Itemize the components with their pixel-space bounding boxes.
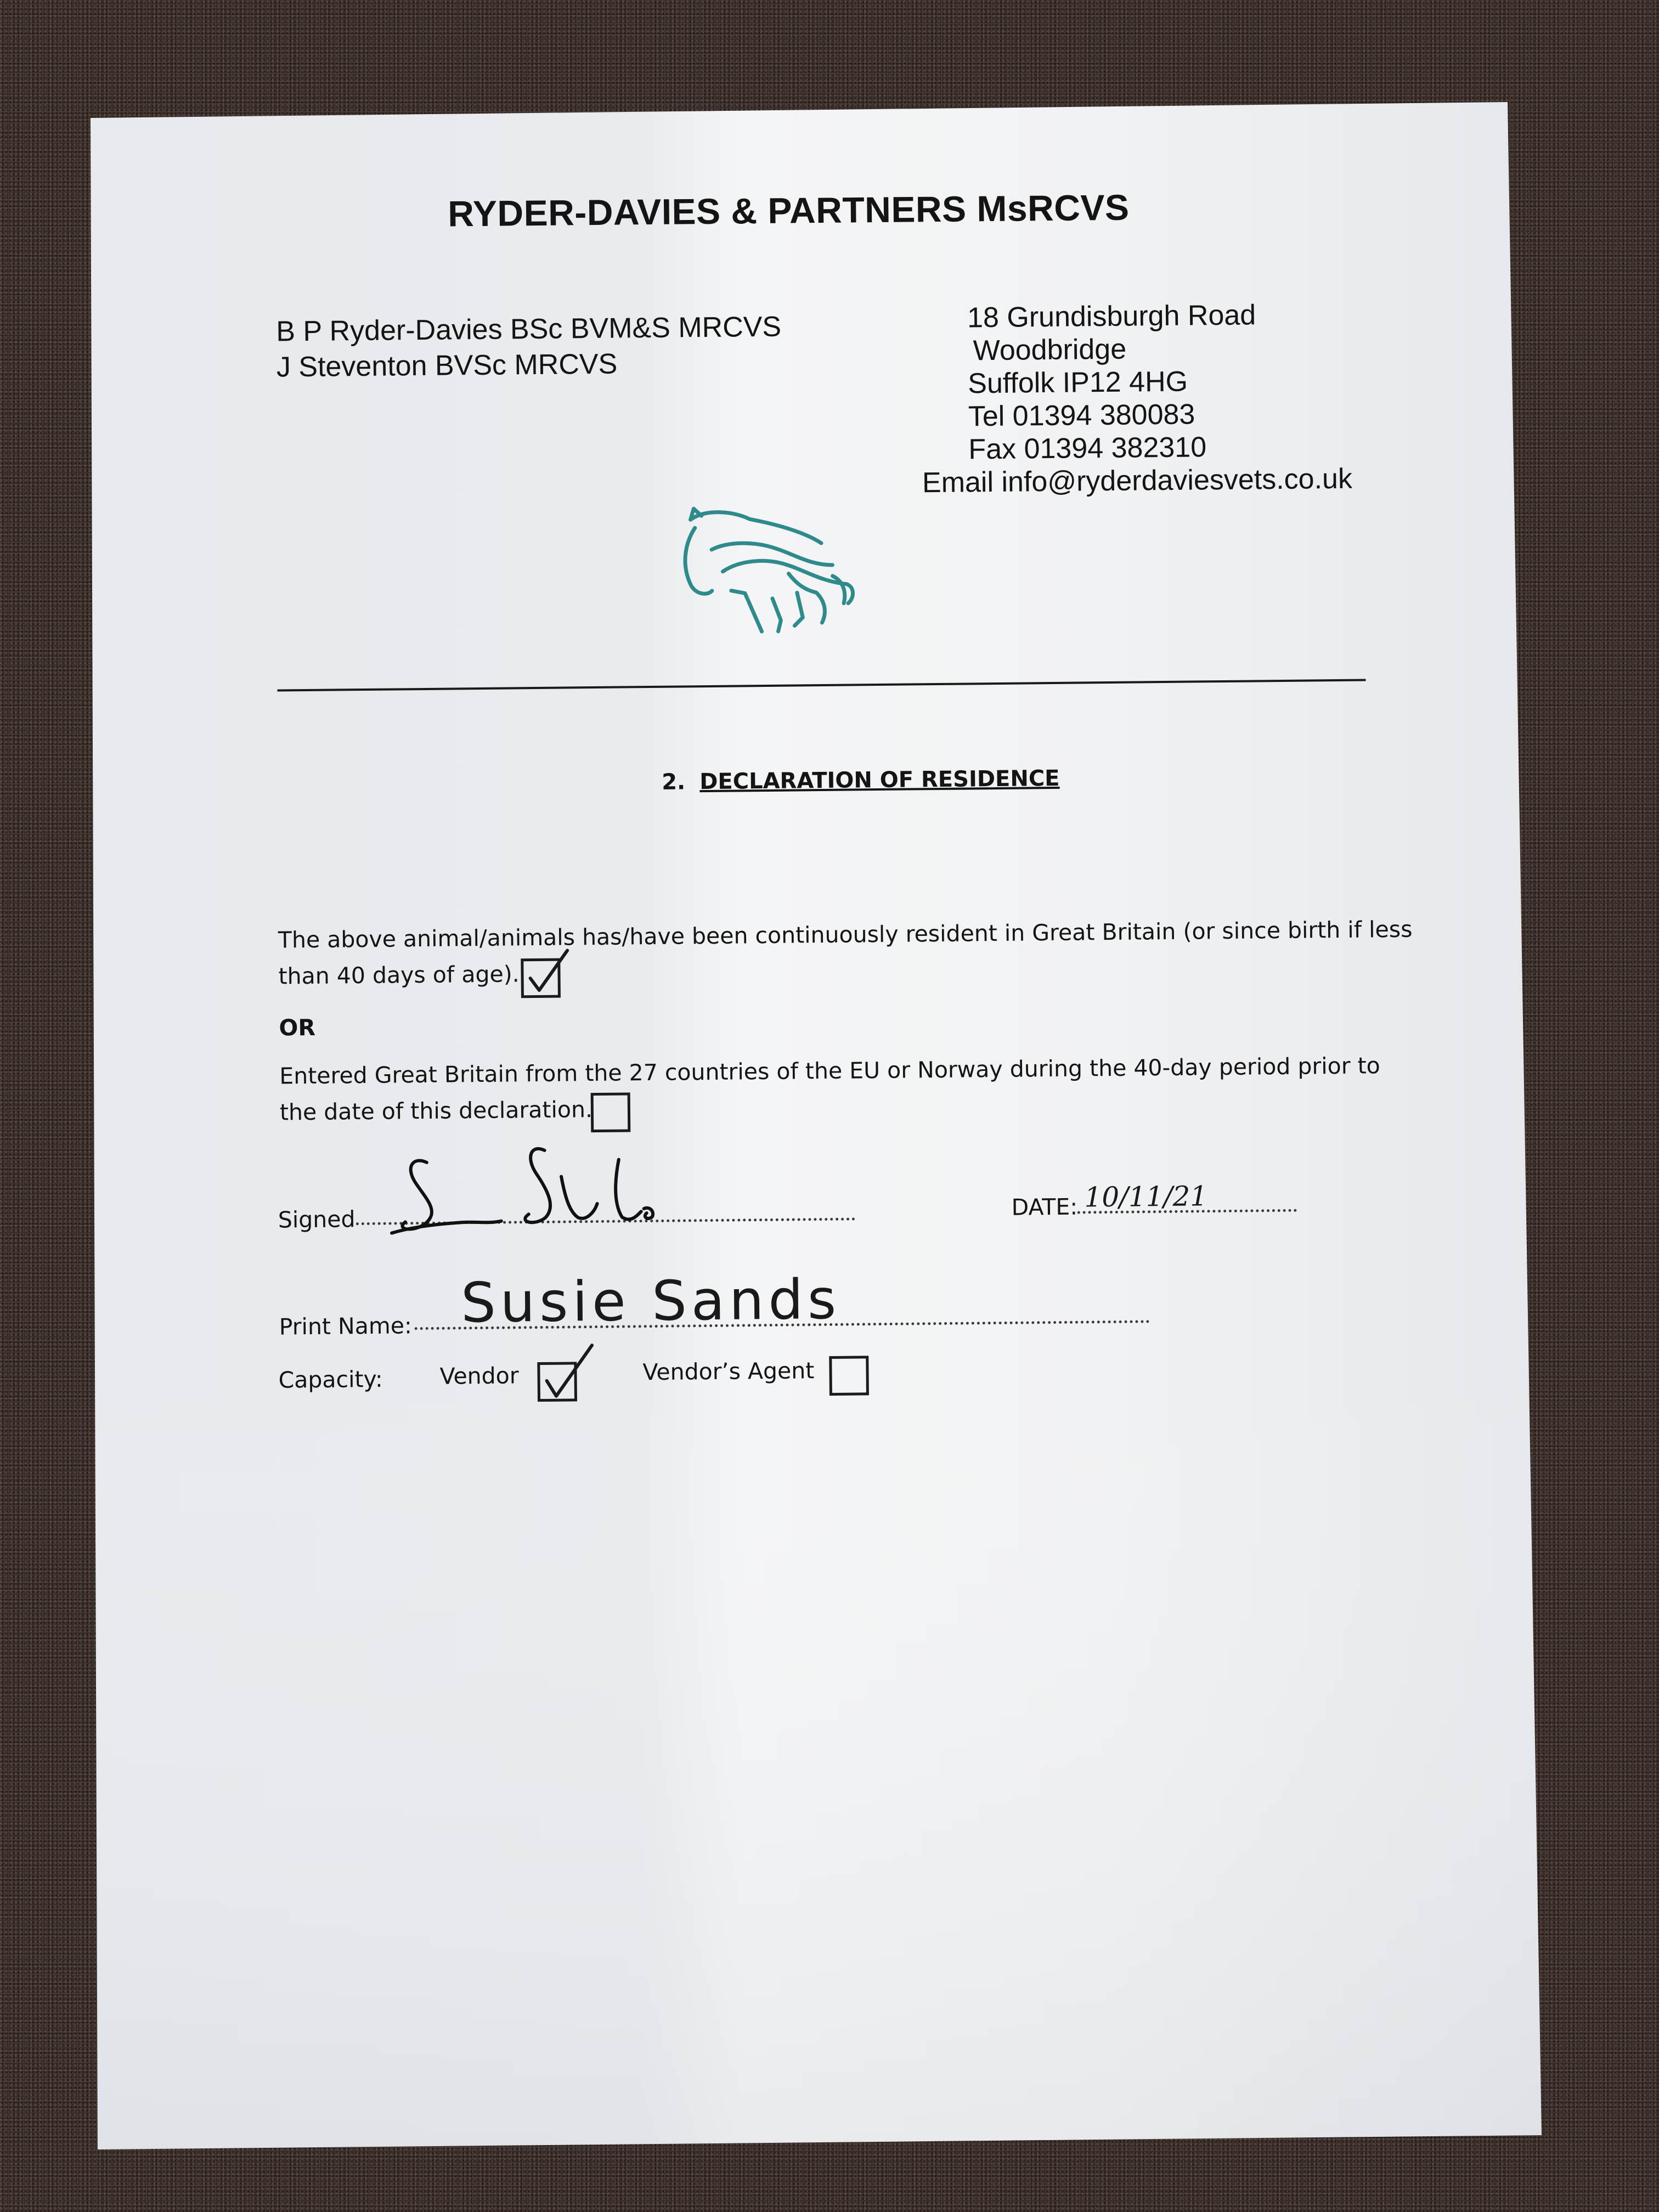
partner-line-1: B P Ryder-Davies BSc BVM&S MRCVS (275, 311, 782, 348)
handwritten-print-name: Susie Sands (460, 1267, 841, 1335)
handwritten-date: 10/11/21 (1084, 1180, 1208, 1214)
partner-line-2: J Steventon BVSc MRCVS (276, 348, 618, 383)
print-name-label-text: Print Name: (279, 1312, 413, 1340)
option1-text-line-1: The above animal/animals has/have been continuously resident in Great Britain (or since birth if less (278, 916, 1413, 953)
address-line-3: Suffolk IP12 4HG (967, 365, 1188, 400)
telephone: Tel 01394 380083 (968, 398, 1195, 433)
signed-label: Signed (278, 1206, 356, 1233)
fax: Fax 01394 382310 (968, 431, 1207, 466)
option1-text-line-2: than 40 days of age). (278, 961, 520, 990)
vendor-agent-label: Vendor’s Agent (642, 1357, 815, 1386)
or-label: OR (279, 1014, 316, 1041)
section-number: 2. (661, 769, 686, 795)
address-line-2: Woodbridge (973, 333, 1127, 367)
company-name: RYDER-DAVIES & PARTNERS MsRCVS (447, 187, 1130, 234)
section-title: DECLARATION OF RESIDENCE (699, 765, 1060, 795)
date-label: DATE: (1011, 1193, 1078, 1221)
capacity-label: Capacity: (278, 1365, 383, 1393)
email-address: Email info@ryderdaviesvets.co.uk (922, 462, 1353, 499)
option2-text-line-1: Entered Great Britain from the 27 countries of the EU or Norway during the 40-day period prior to (279, 1052, 1380, 1090)
vendor-label: Vendor (439, 1362, 519, 1390)
option2-text-line-2: the date of this declaration. (279, 1096, 593, 1126)
address-line-1: 18 Grundisburgh Road (967, 299, 1256, 334)
